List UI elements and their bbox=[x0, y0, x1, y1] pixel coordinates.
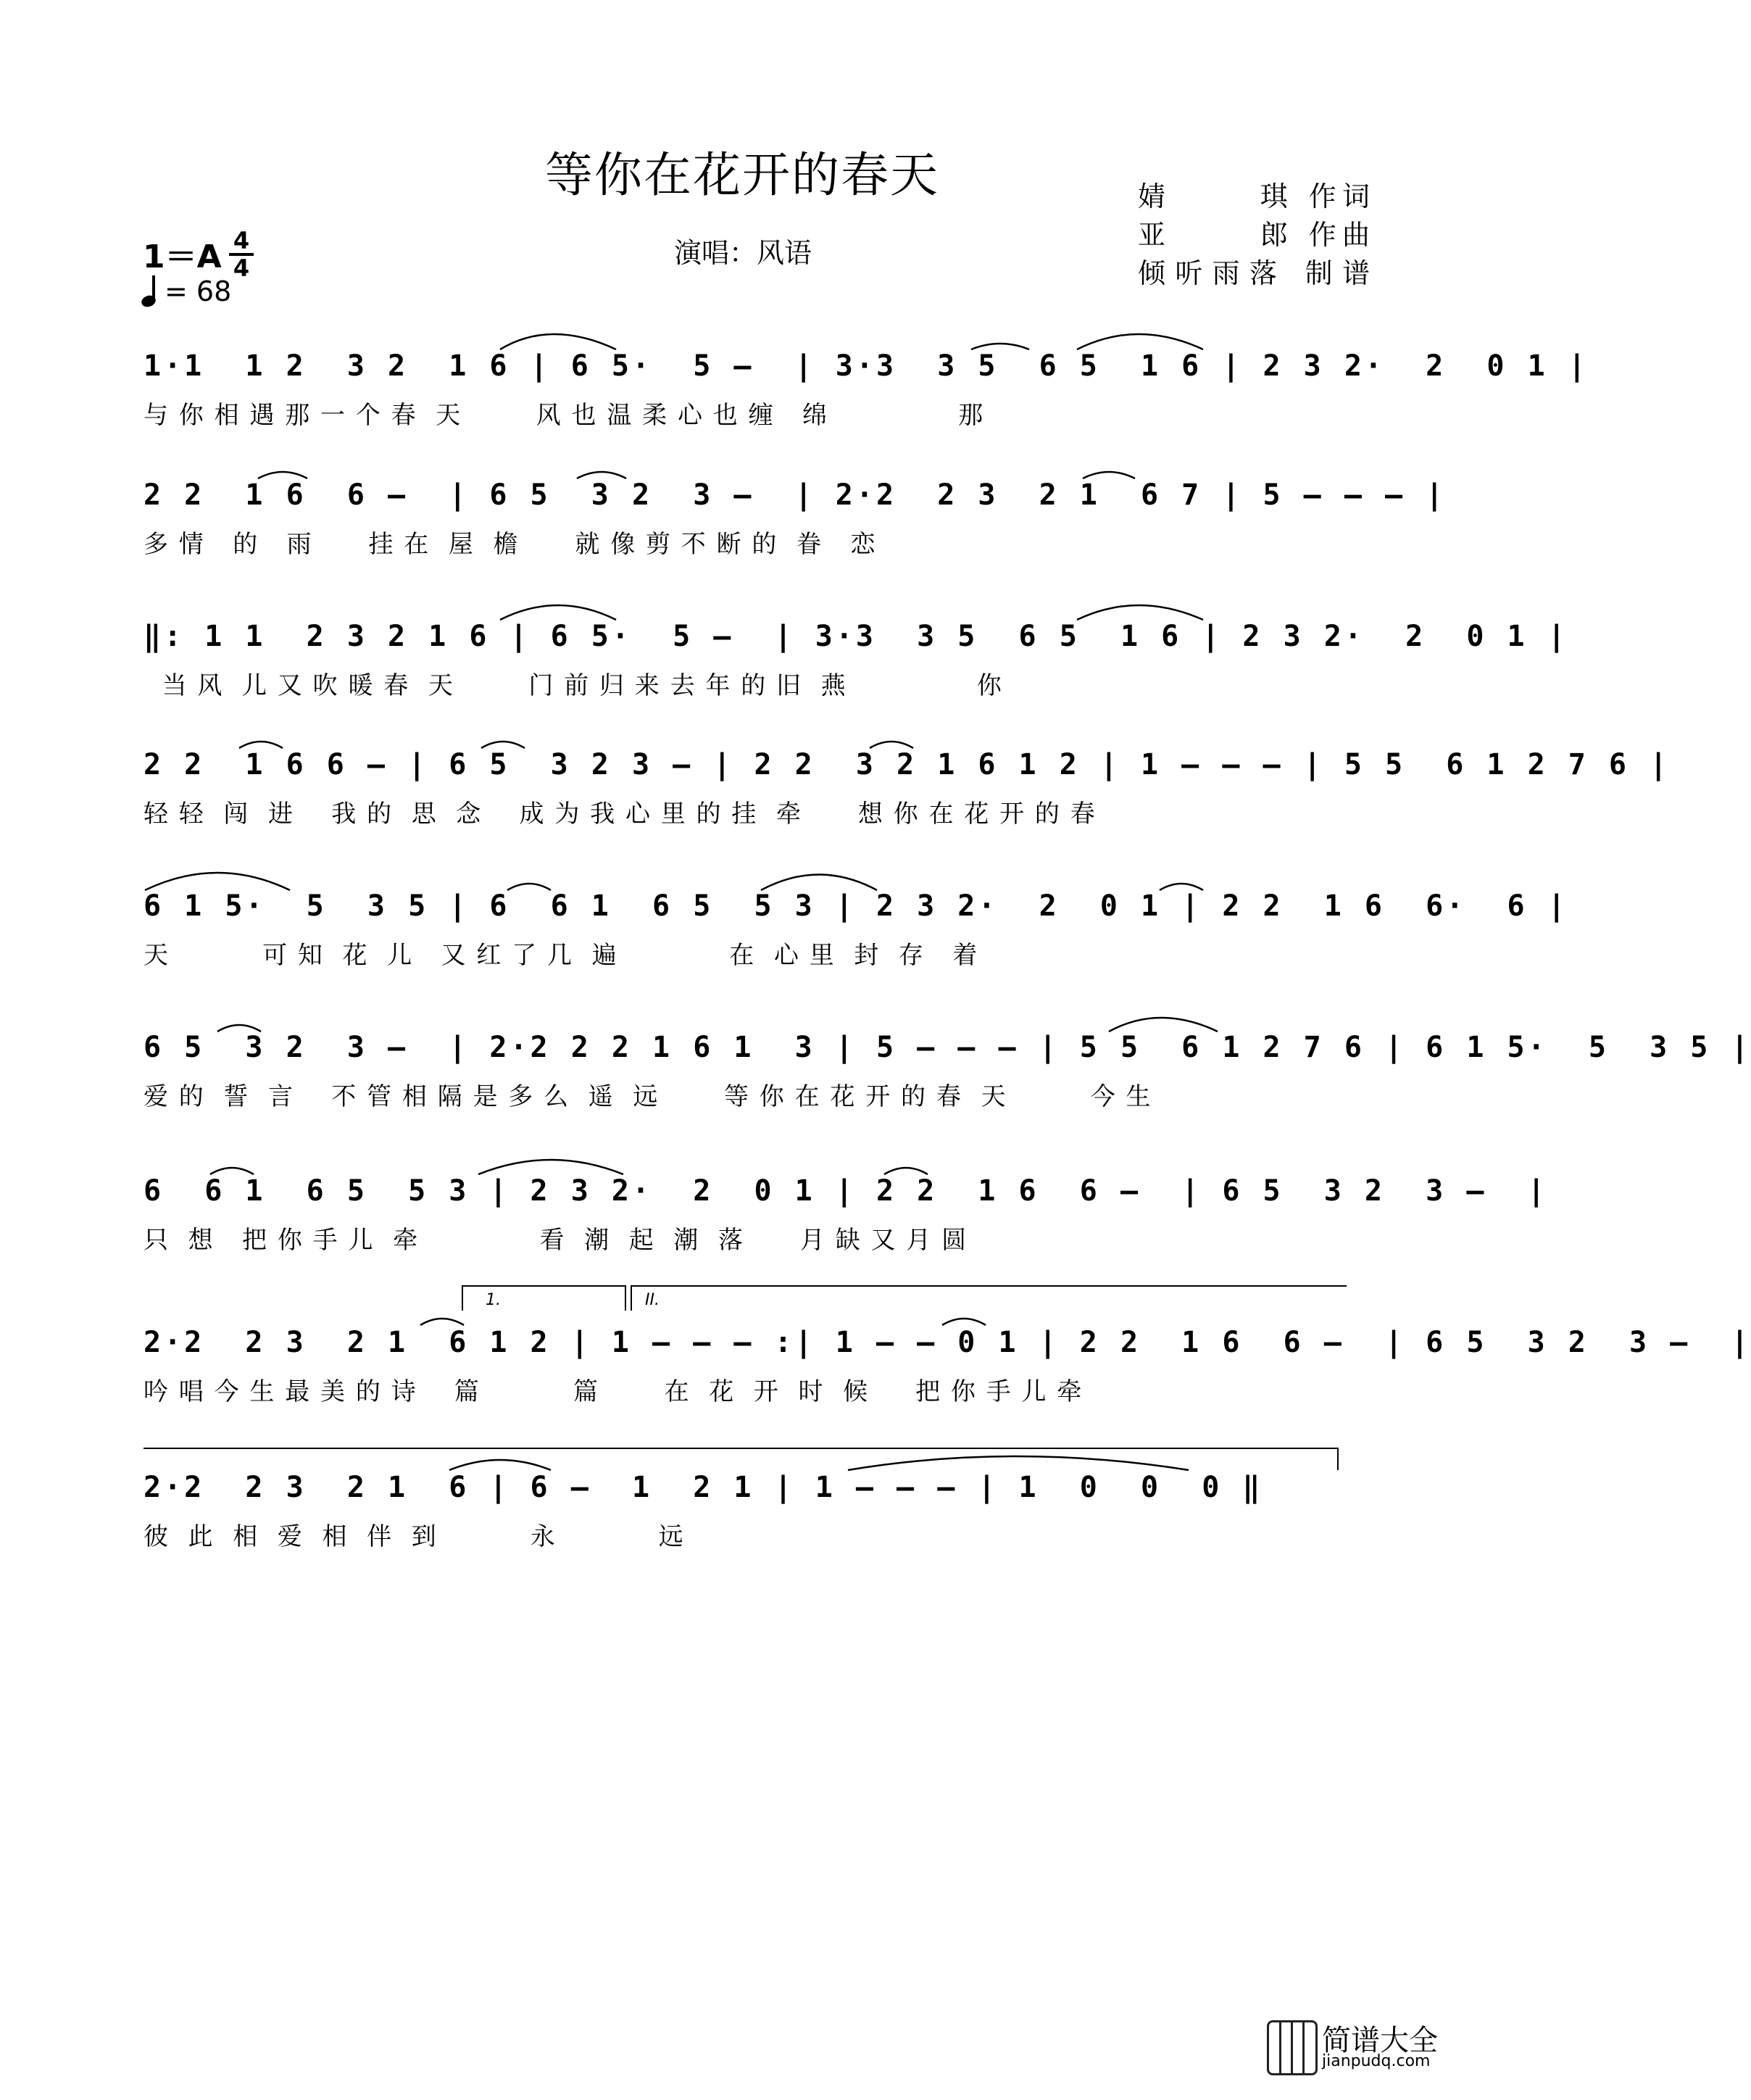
lyrics-line: 彼 此 相 爱 相 伴 到 永 远 bbox=[144, 1522, 685, 1551]
notation-line: 6 1 5· 5 3 5 | 6 6 1 6 5 5 3 | 2 3 2· 2 0 1 | 2 2 1 6 6· 6 | bbox=[144, 889, 1568, 923]
composer-credit: 亚 郎 作曲 bbox=[1138, 219, 1370, 251]
lyrics-line: 天 可 知 花 儿 又 红 了 几 遍 在 心 里 封 存 着 bbox=[144, 941, 979, 970]
notation-line: 6 5 3 2 3 – | 2·2 2 2 1 6 1 3 | 5 – – – | 5 5 6 1 2 7 6 | 6 1 5· 5 3 5 | bbox=[144, 1031, 1751, 1064]
time-signature-bottom: 4 bbox=[233, 254, 250, 282]
time-signature bbox=[229, 229, 254, 280]
watermark-logo bbox=[1267, 2013, 1455, 2078]
notation-line: 2 2 1 6 6 – | 6 5 3 2 3 – | 2 2 3 2 1 6 1 2 | 1 – – – | 5 5 6 1 2 7 6 | bbox=[144, 748, 1671, 781]
volta-2-label: II. bbox=[645, 1291, 660, 1309]
volta-brackets bbox=[144, 1282, 1347, 1311]
notation-line: 2 2 1 6 6 – | 6 5 3 2 3 – | 2·2 2 3 2 1 6 7 | 5 – – – | bbox=[144, 478, 1447, 512]
lyrics-line: 吟 唱 今 生 最 美 的 诗 篇 篇 在 花 开 时 候 把 你 手 儿 牵 bbox=[144, 1377, 1084, 1406]
notation-line: 2·2 2 3 2 1 6 | 6 – 1 2 1 | 1 – – – | 1 0 0 0 ‖ bbox=[144, 1471, 1263, 1504]
singer-credit: 演唱：风语 bbox=[674, 237, 812, 269]
notation-line: 6 6 1 6 5 5 3 | 2 3 2· 2 0 1 | 2 2 1 6 6 – | 6 5 3 2 3 – | bbox=[144, 1174, 1548, 1208]
lyrics-line: 爱 的 誓 言 不 管 相 隔 是 多 么 遥 远 等 你 在 花 开 的 春 天 今 生 bbox=[144, 1082, 1152, 1111]
notation-line: 1·1 1 2 3 2 1 6 | 6 5· 5 – | 3·3 3 5 6 5 1 6 | 2 3 2· 2 0 1 | bbox=[144, 349, 1589, 383]
lyricist-credit: 婧 琪 作词 bbox=[1138, 180, 1370, 212]
lyrics-line: 当 风 儿 又 吹 暖 春 天 门 前 归 来 去 年 的 旧 燕 你 bbox=[144, 671, 1003, 700]
watermark-url: jianpudq.com bbox=[1322, 2052, 1431, 2070]
lyrics-line: 与 你 相 遇 那 一 个 春 天 风 也 温 柔 心 也 缠 绵 那 bbox=[144, 401, 985, 430]
lyrics-line: 只 想 把 你 手 儿 牵 看 潮 起 潮 落 月 缺 又 月 圆 bbox=[144, 1226, 968, 1255]
quarter-note-icon bbox=[141, 275, 157, 307]
tempo-value: = 68 bbox=[165, 275, 232, 307]
notation-line: ‖: 1 1 2 3 2 1 6 | 6 5· 5 – | 3·3 3 5 6 5 1 6 | 2 3 2· 2 0 1 | bbox=[144, 620, 1568, 653]
key-signature: 1＝A bbox=[143, 238, 222, 275]
volta-1-label: 1. bbox=[486, 1291, 501, 1309]
tempo-marking bbox=[141, 275, 231, 307]
lyrics-line: 轻 轻 闯 进 我 的 思 念 成 为 我 心 里 的 挂 牵 想 你 在 花 开 的 春 bbox=[144, 800, 1097, 829]
watermark-name: 简谱大全 bbox=[1322, 2024, 1438, 2057]
notation-line: 2·2 2 3 2 1 6 1 2 | 1 – – – :| 1 – – 0 1 | 2 2 1 6 6 – | 6 5 3 2 3 – | bbox=[144, 1326, 1751, 1359]
piano-keys-icon bbox=[1267, 2020, 1318, 2075]
lyrics-line: 多 情 的 雨 挂 在 屋 檐 就 像 剪 不 断 的 眷 恋 bbox=[144, 530, 877, 559]
song-title: 等你在花开的春天 bbox=[545, 147, 939, 203]
time-signature-top: 4 bbox=[233, 227, 250, 254]
transcriber-credit: 倾听雨落 制谱 bbox=[1138, 257, 1370, 289]
